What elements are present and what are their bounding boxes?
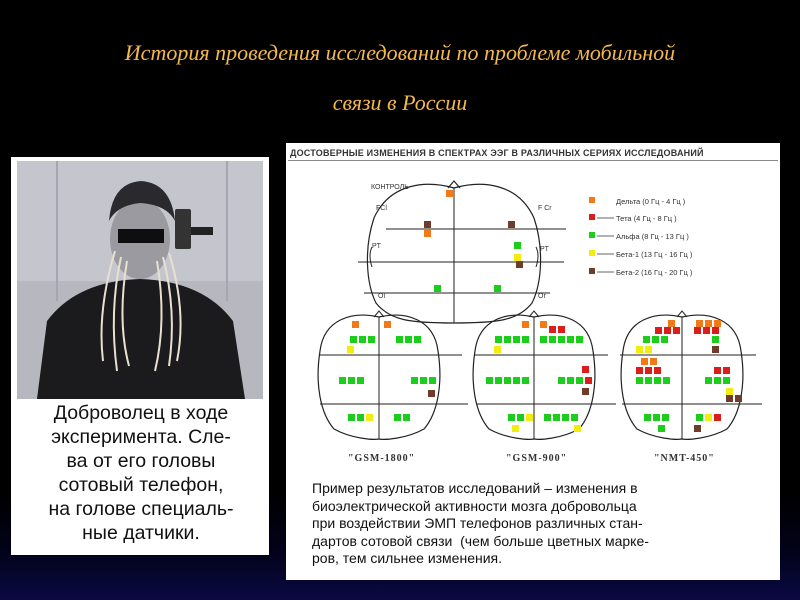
photo-caption: Доброволец в ходе эксперимента. Сле- ва от его головы сотовый телефон, на голове специаль- ные датчики. — [48, 402, 234, 544]
electrode-ol-label: Ol — [378, 293, 385, 300]
photo-panel — [11, 157, 269, 555]
series-label-gsm900: "GSM-900" — [506, 453, 568, 464]
frequency-legend — [589, 197, 693, 277]
legend-delta: Дельта (0 Гц - 4 Гц ) — [616, 197, 686, 206]
legend-alpha: Альфа (8 Гц - 13 Гц ) — [616, 232, 689, 241]
control-head — [358, 181, 566, 323]
slide-title-line2: связи в России — [332, 90, 468, 115]
legend-swatch-delta — [589, 197, 595, 203]
legend-beta2: Бета-2 (16 Гц - 20 Гц ) — [616, 268, 693, 277]
volunteer-photo — [17, 161, 263, 399]
gsm900-head — [473, 311, 616, 464]
nmt450-head — [620, 311, 762, 464]
electrode-pt-right-label: PT — [540, 246, 549, 253]
eeg-figure-panel — [286, 143, 780, 580]
series-label-nmt450: "NMT-450" — [654, 453, 715, 464]
figure-header: ДОСТОВЕРНЫЕ ИЗМЕНЕНИЯ В СПЕКТРАХ ЭЭГ В РАЗЛИЧНЫХ СЕРИЯХ ИССЛЕДОВАНИЙ — [290, 148, 704, 158]
volunteer-illustration — [17, 161, 263, 399]
legend-beta1: Бета-1 (13 Гц - 16 Гц ) — [616, 250, 693, 259]
gsm900-markers — [486, 321, 592, 432]
legend-theta: Тета (4 Гц - 8 Гц ) — [616, 214, 677, 223]
series-label-gsm1800: "GSM-1800" — [348, 453, 416, 464]
legend-swatch-beta1 — [589, 250, 595, 256]
gsm1800-head — [318, 311, 468, 464]
legend-swatch-beta2 — [589, 268, 595, 274]
slide-title — [40, 28, 760, 128]
electrode-pt-left-label: PT — [372, 243, 381, 250]
electrode-fcl-label: FCl — [376, 205, 387, 212]
legend-swatch-alpha — [589, 232, 595, 238]
control-markers — [424, 190, 523, 292]
electrode-or-label: Or — [538, 293, 546, 300]
gsm1800-markers — [339, 321, 436, 421]
nmt450-markers — [636, 320, 742, 432]
legend-swatch-theta — [589, 214, 595, 220]
control-label: КОНТРОЛЬ — [371, 184, 409, 191]
electrode-fcr-label: F Cr — [538, 205, 552, 212]
slide-title-line1: История проведения исследований по проблеме мобильной — [124, 40, 676, 65]
figure-caption-text: Пример результатов исследований – изменения в биоэлектрической активности мозга добровольца при воздействии ЭМП телефонов различных стан- дартов сотовой связи (чем больше цветных марке- ров, тем сильнее изменения. — [312, 480, 649, 566]
eeg-diagram — [286, 143, 780, 473]
